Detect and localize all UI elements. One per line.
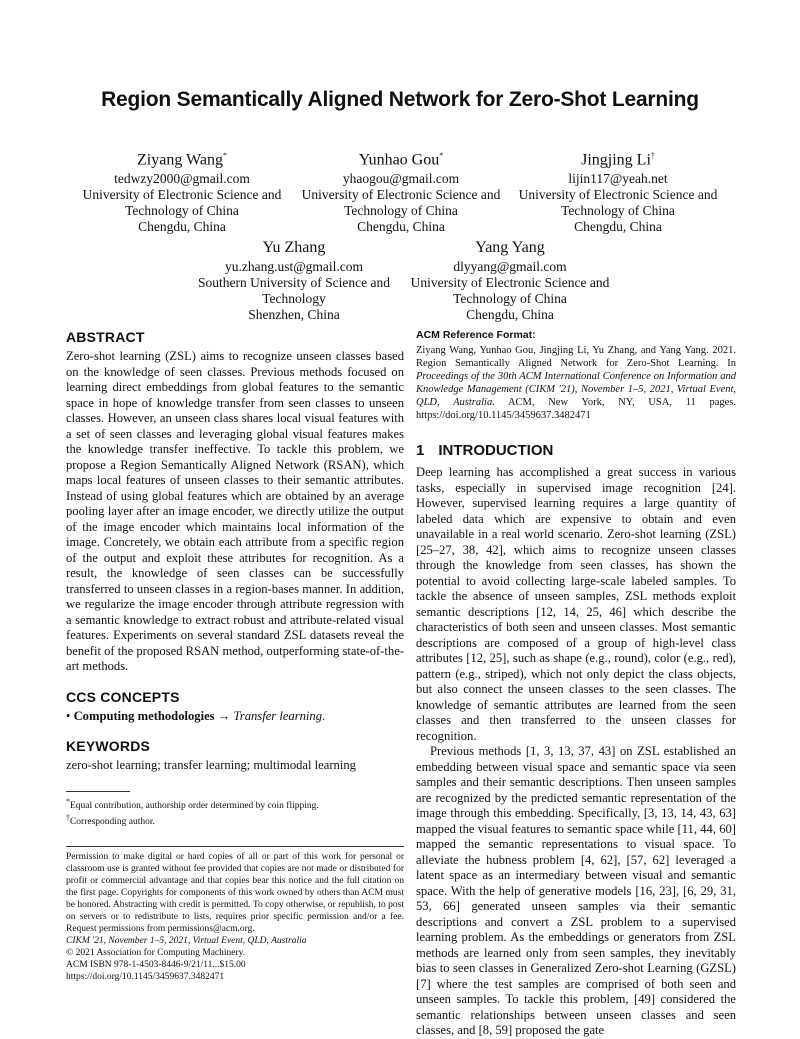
acm-reference-pre: Ziyang Wang, Yunhao Gou, Jingjing Li, Yu Zhang, and Yang Yang. 2021. Region Semantically Aligned Network for Zero-Shot Learning. In <box>416 345 736 369</box>
acm-reference-post: ACM, New York, NY, USA, 11 pages. https://doi.org/10.1145/3459637.3482471 <box>416 397 736 421</box>
ccs-arrow: → <box>217 708 231 723</box>
author-affiliation: University of Electronic Science and <box>82 187 282 203</box>
acm-reference-proceedings: Proceedings of the 30th ACM International Conference on Information and Knowledge Management (CIKM '21), November 1–5, 2021, Virtual Event, QLD, Australia. <box>416 371 736 408</box>
copyright-line: © 2021 Association for Computing Machinery. <box>66 948 246 959</box>
author-mark: * <box>222 151 227 160</box>
intro-paragraph: Previous methods [1, 3, 13, 37, 43] on ZSL established an embedding between visual space and semantic space via seen samples and their semantic descriptions. Then unseen samples are recognized by the predicted semantic representation of the image through this embedding. Specifically, [3, 13, 14, 43, 63] mapped the visual features to semantic space while [11, 44, 60] mapped the semantic representations to visual space. To alleviate the hubness problem [4, 62], [57, 62] leveraged a latent space as an intermediary between visual and semantic space. With the help of generative models [16, 23], [6, 29, 31, 53, 66] generated unseen samples via their semantic descriptions and convert a ZSL problem to a supervised learning problem. As the embeddings or generators from ZSL methods are learned only from seen samples, they inevitably bias to seen classes in Generalized Zero-shot Learning (GZSL) [7] where the test samples are comprised of both seen and unseen samples. To tackle this problem, [49] considered the semantic relationships between unseen classes and seen classes, and [8, 59] proposed the gate <box>416 744 736 1037</box>
author-affiliation: University of Electronic Science and <box>518 187 718 203</box>
ccs-topic: Transfer learning <box>233 708 323 723</box>
acm-reference-text <box>416 344 736 422</box>
keywords-heading: KEYWORDS <box>66 737 151 754</box>
footnote-corresponding <box>66 812 404 828</box>
ccs-end: . <box>322 708 326 723</box>
ccs-concepts <box>66 709 404 724</box>
author-affiliation: Technology of China <box>453 291 567 306</box>
permission-divider <box>66 846 404 847</box>
author-block <box>70 146 294 235</box>
section-number: 1 <box>416 442 425 459</box>
footnote-text: Equal contribution, authorship order determined by coin flipping. <box>69 801 319 812</box>
author-affiliation: Southern University of Science and <box>198 275 390 290</box>
footnote-mark: † <box>66 813 70 823</box>
abstract-heading: ABSTRACT <box>66 329 145 345</box>
author-affiliation: Technology of China <box>344 203 458 219</box>
author-name: Ziyang Wang <box>137 151 223 169</box>
footnote-divider <box>66 791 130 792</box>
keywords-text: zero-shot learning; transfer learning; multimodal learning <box>66 757 356 772</box>
author-block <box>398 238 622 323</box>
ccs-category: Computing methodologies <box>73 708 215 723</box>
footnote-mark: * <box>66 797 70 806</box>
author-city: Chengdu, China <box>574 219 662 235</box>
author-affiliation: Technology <box>262 291 326 306</box>
conference-info: CIKM '21, November 1–5, 2021, Virtual Event, QLD, Australia <box>66 936 307 947</box>
author-block <box>289 146 513 235</box>
section-title: INTRODUCTION <box>438 442 554 459</box>
author-name: Yu Zhang <box>262 239 326 256</box>
footnote-equal-contribution <box>66 796 404 812</box>
author-block <box>182 238 406 323</box>
acm-reference-heading: ACM Reference Format: <box>416 329 536 341</box>
author-name: Yunhao Gou <box>358 151 440 169</box>
right-column <box>416 329 736 1039</box>
permission-notice: Permission to make digital or hard copies of all or part of this work for personal or classroom use is granted without fee provided that copies are not made or distributed for profit or commercial advantage and that copies bear this notice and the full citation on the first page. Copyrights for components of this work owned by others than ACM must be honored. Abstracting with credit is permitted. To copy otherwise, or republish, to post on servers or to redistribute to lists, requires prior specific permission and/or a fee. Request permissions from permissions@acm.org. <box>66 852 404 935</box>
author-affiliation: Technology of China <box>125 203 239 219</box>
ccs-heading: CCS CONCEPTS <box>66 688 180 705</box>
abstract-text: Zero-shot learning (ZSL) aims to recognize unseen classes based on the knowledge of seen classes. Previous methods focused on learning direct embeddings from global features to the semantic space in hope of knowledge transfer from seen classes to unseen classes. However, an unseen class shares local visual features with a set of seen classes and leveraging global visual features makes the knowledge transfer ineffective. To tackle this problem, we propose a Region Semantically Aligned Network (RSAN), which maps local features of unseen classes to their semantic attributes. Instead of using global features which are obtained by an average pooling layer after an image encoder, we directly utilize the output of the image encoder which maintains local information of the image. Concretely, we obtain each attribute from a specific region of the output and exploit these attributes for recognition. As a result, the knowledge of seen classes can be successfully transferred to unseen classes in a region-bases manner. In addition, we regularize the image encoder through attribute regression with a semantic knowledge to extract robust and attribute-related visual features. Experiments on several standard ZSL datasets reveal the benefit of the proposed RSAN method, outperforming state-of-the-art methods. <box>66 349 404 673</box>
author-mark: * <box>439 151 444 160</box>
author-email: lijin117@yeah.net <box>568 171 668 187</box>
author-affiliation: University of Electronic Science and <box>410 275 610 290</box>
isbn-line: ACM ISBN 978-1-4503-8446-9/21/11...$15.00 <box>66 960 246 971</box>
author-city: Chengdu, China <box>466 307 554 322</box>
author-email: dlyyang@gmail.com <box>453 259 567 274</box>
author-city: Chengdu, China <box>138 219 226 235</box>
author-email: yhaogou@gmail.com <box>342 171 460 187</box>
author-affiliation: Technology of China <box>561 203 675 219</box>
paper-title: Region Semantically Aligned Network for Zero-Shot Learning <box>101 88 699 111</box>
author-city: Shenzhen, China <box>248 307 340 322</box>
left-column <box>66 329 404 983</box>
doi-link[interactable]: https://doi.org/10.1145/3459637.3482471 <box>66 972 225 983</box>
footnote-text: Corresponding author. <box>69 817 155 828</box>
author-affiliation: University of Electronic Science and <box>301 187 501 203</box>
author-block <box>506 146 730 235</box>
intro-paragraph: Deep learning has accomplished a great success in various tasks, especially in supervised image recognition [24]. However, supervised learning requires a large quantity of labeled data which are expensive to obtain and even unavailable in a real world scenario. Zero-shot learning (ZSL) [25–27, 38, 42], which aims to recognize unseen classes through the knowledge from seen classes, has shown the potential to avoid collecting large-scale labeled samples. To tackle the absence of unseen samples, ZSL methods exploit semantic descriptions [12, 14, 25, 46] which describe the characteristics of both seen and unseen classes. Most semantic descriptions are composed of a group of high-level class attributes [12, 25], such as shape (e.g., round), color (e.g., red), pattern (e.g., striped), which not only depict the class objects, but also connect the unseen classes to the seen classes. The knowledge of semantic attributes are learned from the seen classes and then transferred to the unseen classes for recognition. <box>416 465 736 743</box>
introduction-heading <box>416 442 736 459</box>
author-email: tedwzy2000@gmail.com <box>114 171 250 187</box>
author-city: Chengdu, China <box>357 219 445 235</box>
author-mark: † <box>650 151 655 160</box>
author-email: yu.zhang.ust@gmail.com <box>224 259 364 274</box>
author-name: Yang Yang <box>475 239 545 256</box>
author-name: Jingjing Li <box>581 151 651 169</box>
ccs-bullet: • <box>66 708 71 723</box>
